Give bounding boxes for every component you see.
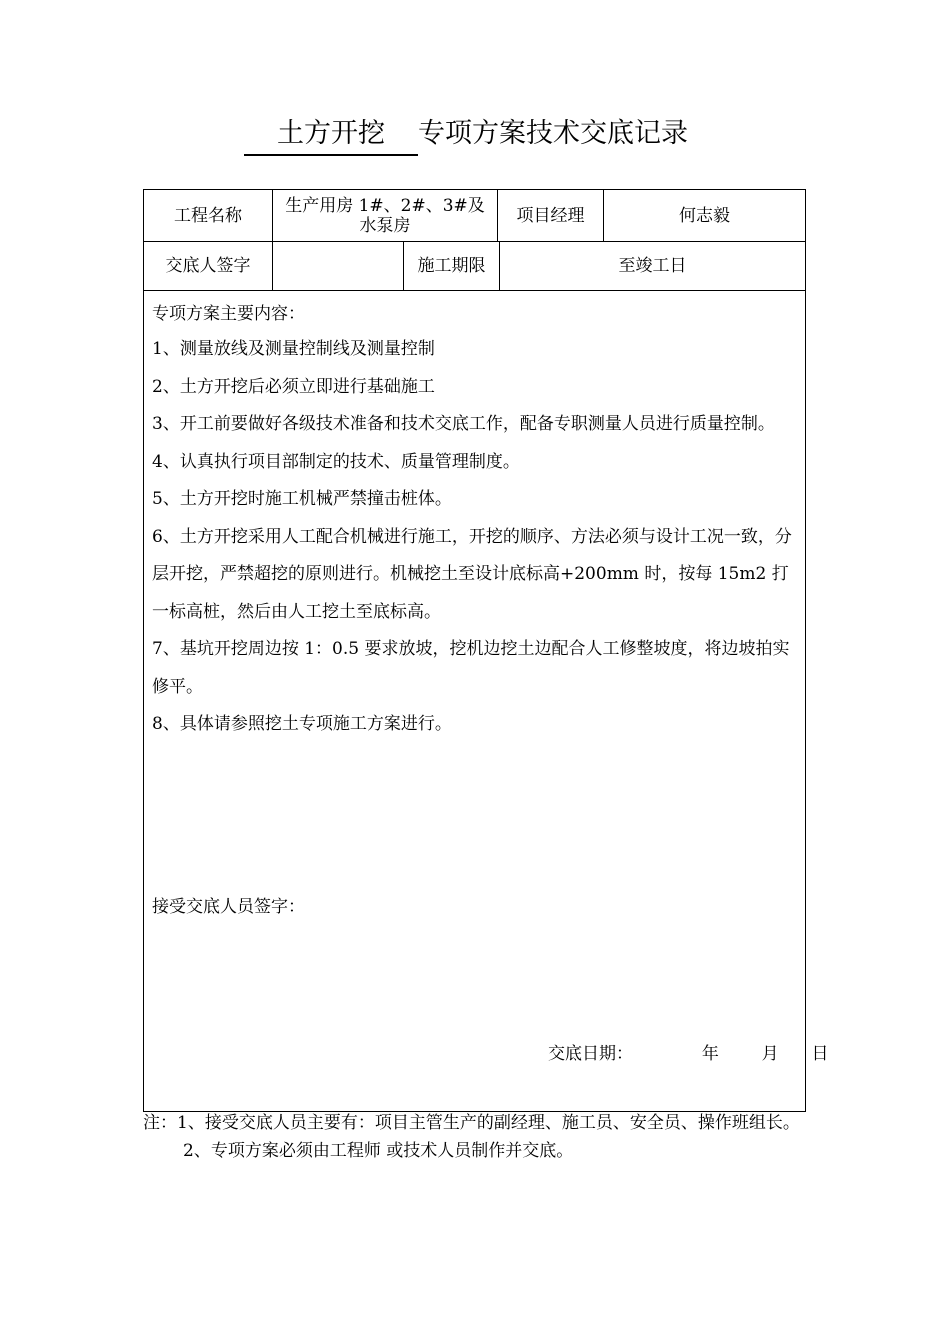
manager-value: 何志毅: [604, 190, 805, 242]
date-day: 日: [811, 1044, 829, 1064]
date-row: [548, 1036, 828, 1073]
date-label: 交底日期：: [548, 1044, 633, 1064]
period-label: 施工期限: [404, 242, 500, 291]
note-1: 注：1、接受交底人员主要有：项目主管生产的副经理、施工员、安全员、操作班组长。: [143, 1113, 800, 1133]
disclosure-form: [143, 189, 829, 1112]
date-year: 年: [701, 1044, 719, 1064]
content-item-8: 8、具体请参照挖土专项施工方案进行。: [152, 714, 452, 734]
notes-section: [143, 1112, 806, 1162]
content-item-4: 4、认真执行项目部制定的技术、质量管理制度。: [152, 451, 520, 472]
page-title: [0, 108, 950, 158]
content-item-3: 3、开工前要做好各级技术准备和技术交底工作，配备专职测量人员进行质量控制。: [152, 414, 775, 434]
period-value: 至竣工日: [500, 242, 805, 291]
content-heading: 专项方案主要内容：: [152, 304, 305, 324]
content-item-7: 7、基坑开挖周边按 1：0.5 要求放坡，挖机边挖土边配合人工修整坡度，将边坡拍实修平。: [152, 639, 790, 697]
content-section: [144, 291, 829, 1111]
presenter-signature-field[interactable]: [273, 242, 404, 291]
date-month: 月: [761, 1044, 779, 1064]
receiver-signature-label: 接受交底人员签字：: [152, 897, 305, 917]
title-subject: 土方开挖: [244, 114, 418, 156]
content-item-6: 6、土方开挖采用人工配合机械进行施工，开挖的顺序、方法必须与设计工况一致，分层开挖，严禁超挖的原则进行。机械挖土至设计底标高+200mm 时，按每 15m2 打一标高桩，然后由人工挖土至底标高。: [152, 526, 792, 622]
manager-label: 项目经理: [498, 190, 604, 242]
presenter-label: 交底人签字: [144, 242, 273, 291]
content-item-5: 5、土方开挖时施工机械严禁撞击桩体。: [152, 489, 452, 509]
project-name-label: 工程名称: [144, 190, 273, 242]
content-item-2: 2、土方开挖后必须立即进行基础施工: [152, 376, 435, 397]
project-name-value: 生产用房 1#、2#、3#及水泵房: [273, 190, 498, 242]
note-2: 2、专项方案必须由工程师 或技术人员制作并交底。: [183, 1141, 574, 1161]
content-item-1: 1、测量放线及测量控制线及测量控制: [152, 339, 435, 359]
title-text: 专项方案技术交底记录: [418, 118, 688, 149]
